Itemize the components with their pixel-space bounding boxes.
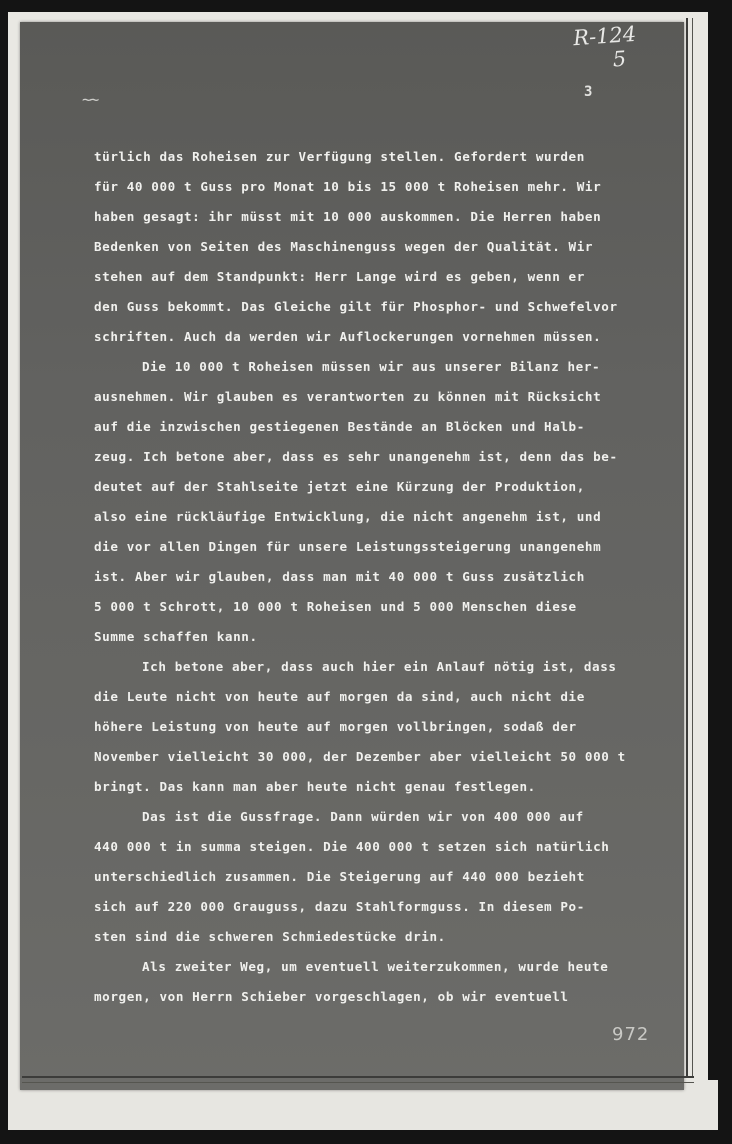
text-line: 5 000 t Schrott, 10 000 t Roheisen und 5 000 Menschen diese <box>94 599 577 614</box>
text-line: stehen auf dem Standpunkt: Herr Lange wird es geben, wenn er <box>94 269 585 284</box>
text-line: also eine rückläufige Entwicklung, die nicht angenehm ist, und <box>94 509 602 524</box>
text-line: ist. Aber wir glauben, dass man mit 40 000 t Guss zusätzlich <box>94 569 585 584</box>
text-line: morgen, von Herrn Schieber vorgeschlagen, ob wir eventuell <box>94 989 569 1004</box>
text-line: höhere Leistung von heute auf morgen vollbringen, sodaß der <box>94 719 577 734</box>
text-line: schriften. Auch da werden wir Auflockerungen vornehmen müssen. <box>94 329 602 344</box>
archive-number: 972 <box>612 1024 650 1045</box>
text-line: Bedenken von Seiten des Maschinenguss wegen der Qualität. Wir <box>94 239 594 254</box>
text-line: auf die inzwischen gestiegenen Bestände an Blöcken und Halb- <box>94 419 585 434</box>
text-line: Das ist die Gussfrage. Dann würden wir von 400 000 auf <box>142 809 584 824</box>
page-number: 3 <box>584 84 593 100</box>
reference-code: R-124 <box>572 21 637 51</box>
text-line: deutet auf der Stahlseite jetzt eine Kürzung der Produktion, <box>94 479 585 494</box>
text-line: ausnehmen. Wir glauben es verantworten zu können mit Rücksicht <box>94 389 602 404</box>
text-line: die Leute nicht von heute auf morgen da sind, auch nicht die <box>94 689 585 704</box>
typed-text-body <box>94 142 674 1012</box>
text-line: die vor allen Dingen für unsere Leistungssteigerung unangenehm <box>94 539 602 554</box>
text-line: bringt. Das kann man aber heute nicht genau festlegen. <box>94 779 536 794</box>
text-line: den Guss bekommt. Das Gleiche gilt für Phosphor- und Schwefelvor <box>94 299 618 314</box>
text-line: türlich das Roheisen zur Verfügung stellen. Gefordert wurden <box>94 149 585 164</box>
text-line: unterschiedlich zusammen. Die Steigerung auf 440 000 bezieht <box>94 869 585 884</box>
reference-sub: 5 <box>611 46 628 72</box>
page-border-right-inner <box>692 18 693 1078</box>
text-line: Ich betone aber, dass auch hier ein Anlauf nötig ist, dass <box>142 659 617 674</box>
text-line: zeug. Ich betone aber, dass es sehr unangenehm ist, denn das be- <box>94 449 618 464</box>
page-border-bottom <box>22 1076 694 1078</box>
text-line: sich auf 220 000 Grauguss, dazu Stahlformguss. In diesem Po- <box>94 899 585 914</box>
page-border-bottom-inner <box>22 1082 694 1083</box>
margin-mark: ~~ <box>82 90 98 109</box>
text-line: November vielleicht 30 000, der Dezember aber vielleicht 50 000 t <box>94 749 626 764</box>
text-line: Die 10 000 t Roheisen müssen wir aus unserer Bilanz her- <box>142 359 601 374</box>
text-line: Summe schaffen kann. <box>94 629 258 644</box>
text-line: 440 000 t in summa steigen. Die 400 000 t setzen sich natürlich <box>94 839 610 854</box>
text-line: für 40 000 t Guss pro Monat 10 bis 15 000 t Roheisen mehr. Wir <box>94 179 602 194</box>
page-border-right <box>686 18 688 1078</box>
text-line: sten sind die schweren Schmiedestücke drin. <box>94 929 446 944</box>
handwritten-reference <box>572 22 638 74</box>
text-line: haben gesagt: ihr müsst mit 10 000 auskommen. Die Herren haben <box>94 209 602 224</box>
text-line: Als zweiter Weg, um eventuell weiterzukommen, wurde heute <box>142 959 609 974</box>
